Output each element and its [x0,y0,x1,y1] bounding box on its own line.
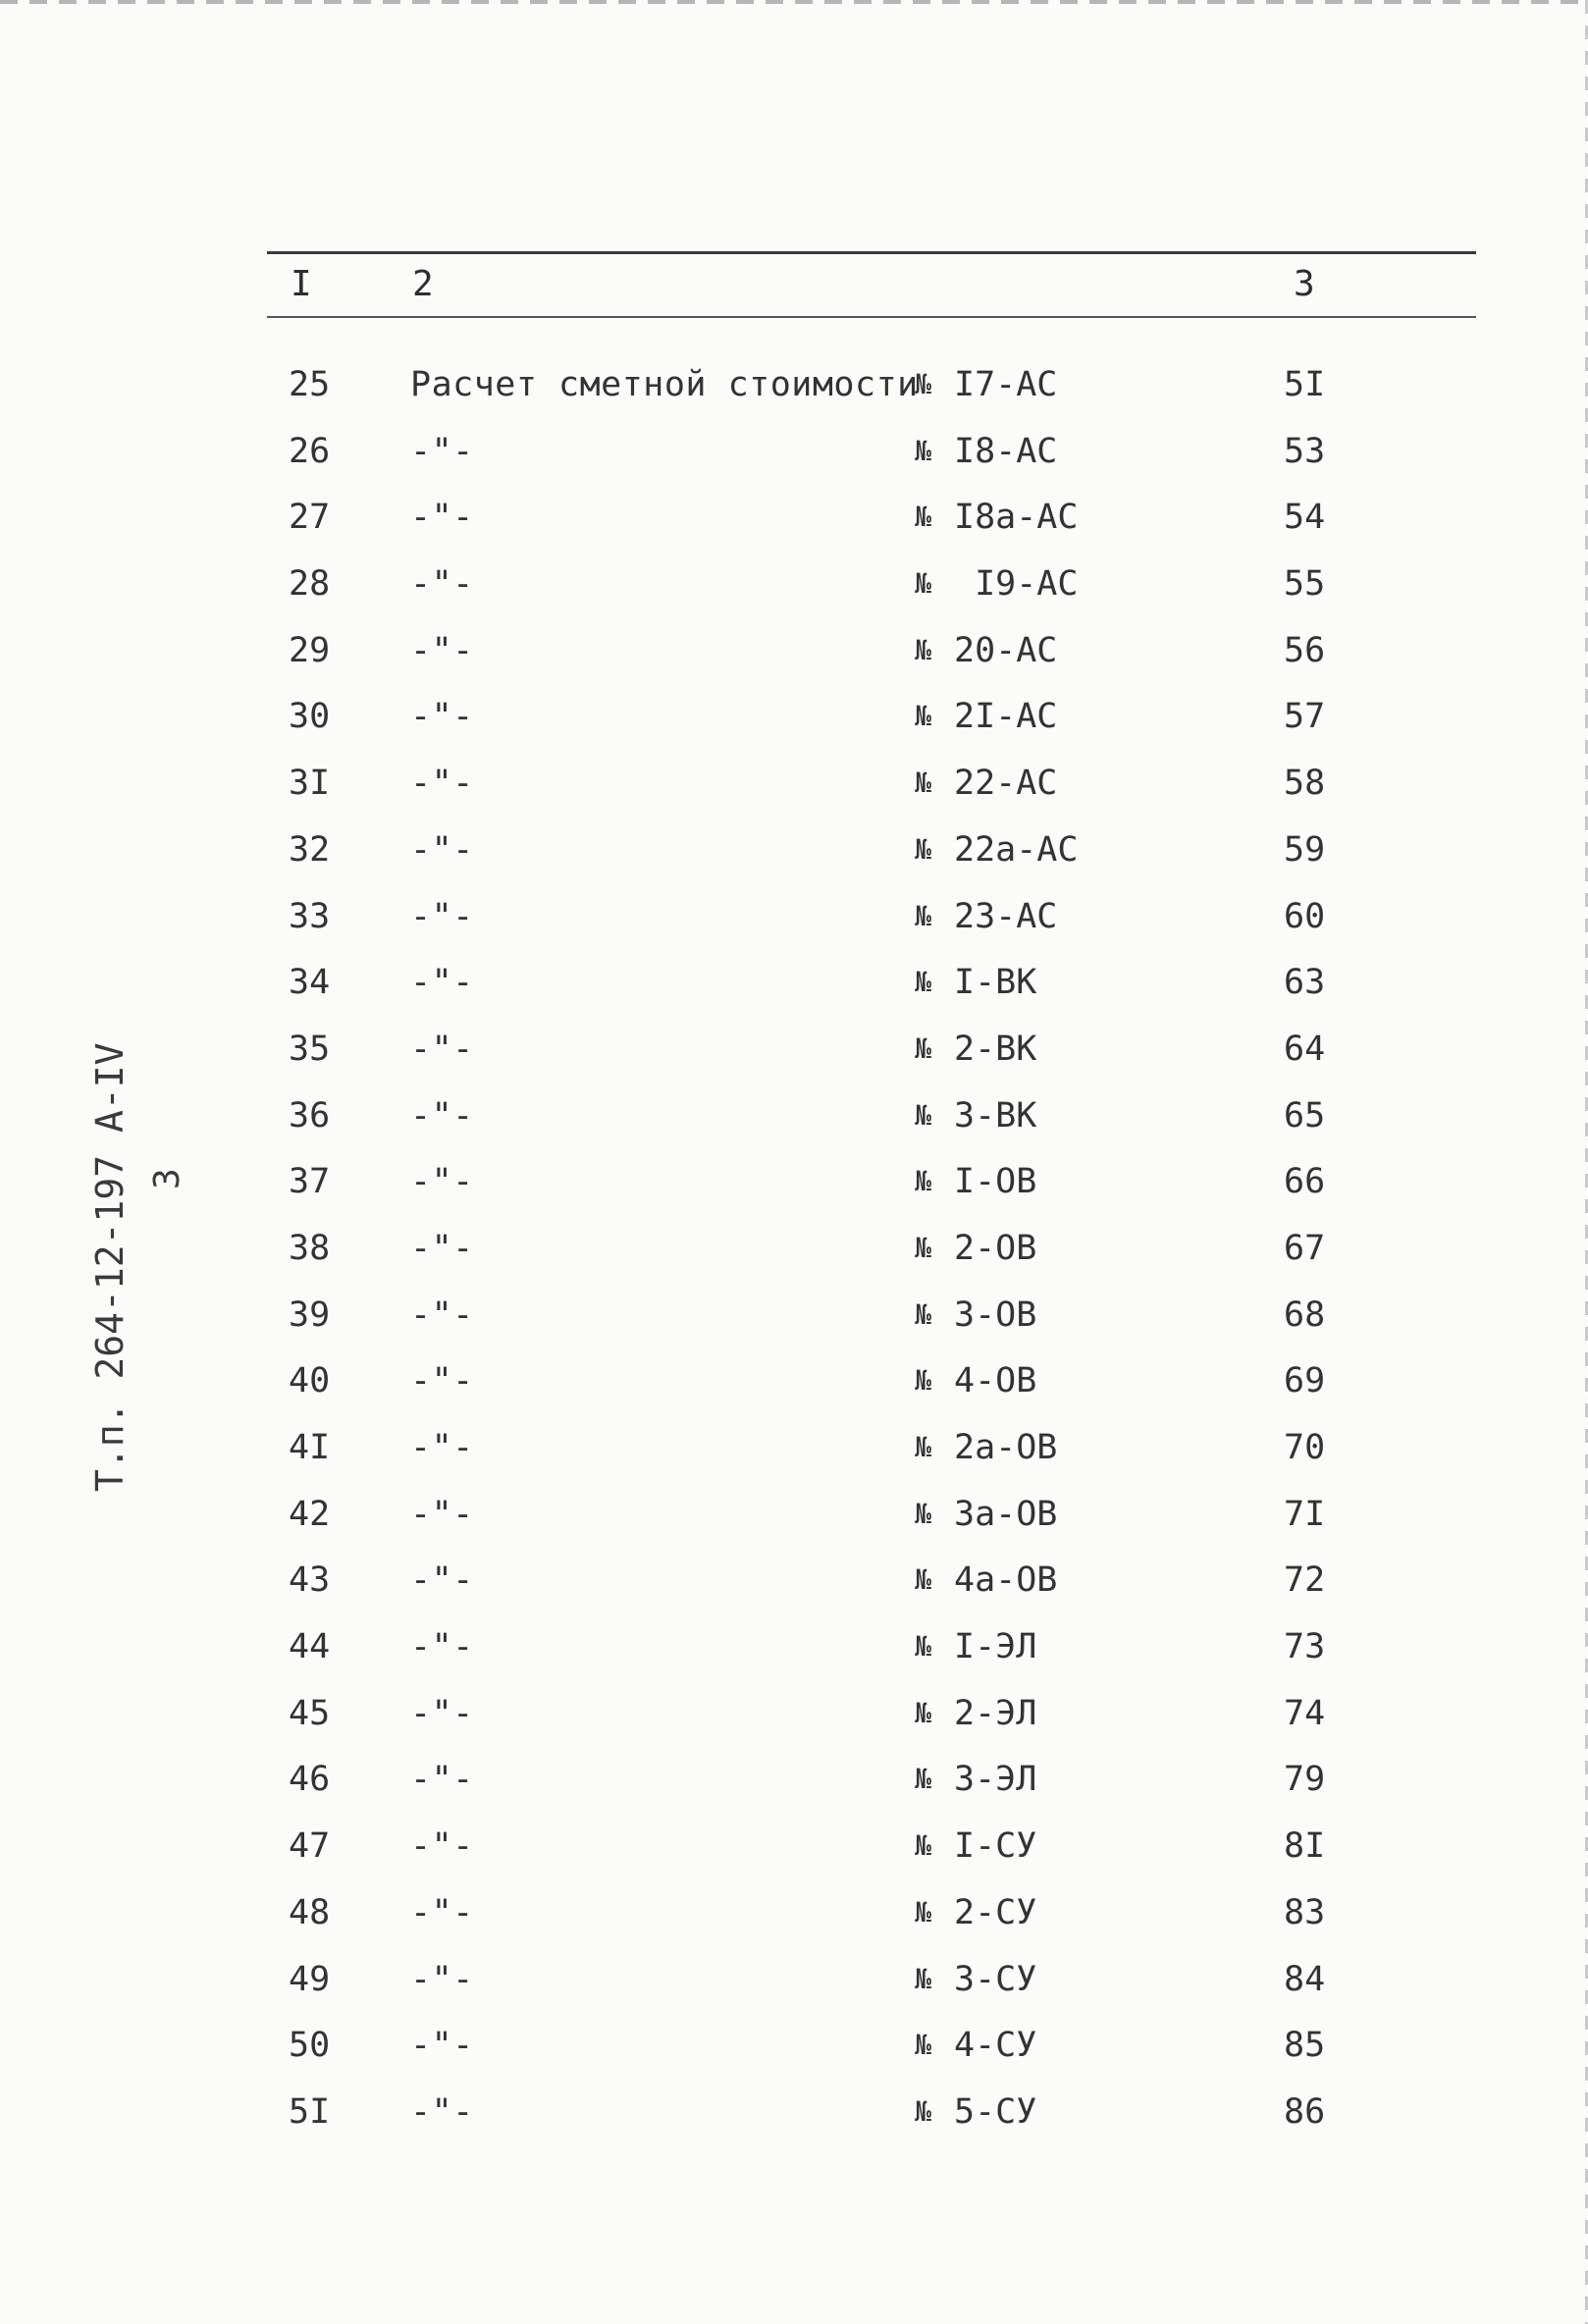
row-page: 84 [1284,1959,1326,1999]
row-number: 32 [289,829,331,870]
number-sign: № [915,1165,931,1198]
number-sign: № [915,766,931,800]
row-description: -"- [410,1095,474,1136]
number-sign: № [915,700,931,733]
table-row [0,1421,1588,1488]
row-description: -"- [410,1361,474,1401]
row-number: 26 [289,431,331,471]
table-row [0,2086,1588,2152]
row-description: -"- [410,1959,474,1999]
top-edge-marks [0,0,1588,4]
number-sign: № [915,1497,931,1530]
row-description: -"- [410,2091,474,2132]
number-sign: № [915,2094,931,2128]
row-number: 30 [289,697,331,737]
row-page: 70 [1284,1428,1326,1467]
row-page: 73 [1284,1627,1326,1667]
row-number: 40 [289,1361,331,1401]
row-number: 33 [289,896,331,936]
row-code: 2-ЭЛ [954,1693,1037,1733]
row-page: 69 [1284,1361,1326,1401]
row-code: 3-ВК [954,1095,1037,1136]
row-code: 4-ОВ [954,1361,1037,1401]
row-number: 39 [289,1294,331,1335]
row-description: -"- [410,896,474,936]
row-code: 5-СУ [954,2091,1037,2132]
row-page: 7I [1284,1494,1326,1534]
table-row [0,1753,1588,1820]
table-row [0,1554,1588,1620]
row-description: -"- [410,1228,474,1268]
row-page: 59 [1284,829,1326,870]
row-code: I-ОВ [954,1162,1037,1202]
number-sign: № [915,1630,931,1664]
column-header-1: I [291,264,312,304]
row-code: I-ВК [954,963,1037,1003]
row-description: Расчет сметной стоимости [410,365,919,404]
row-number: 48 [289,1892,331,1932]
row-page: 72 [1284,1560,1326,1601]
number-sign: № [915,1364,931,1398]
table-row [0,757,1588,823]
row-description: -"- [410,1294,474,1335]
number-sign: № [915,368,931,400]
number-sign: № [915,567,931,601]
row-number: 50 [289,2026,331,2066]
number-sign: № [915,832,931,866]
table-row [0,2019,1588,2086]
row-description: -"- [410,963,474,1003]
row-page: 57 [1284,697,1326,737]
table-row [0,1620,1588,1687]
table-row [0,1820,1588,1886]
table-row [0,358,1588,425]
row-page: 63 [1284,963,1326,1003]
row-number: 25 [289,365,331,404]
row-page: 60 [1284,896,1326,936]
row-number: 43 [289,1560,331,1601]
row-description: -"- [410,1892,474,1932]
number-sign: № [915,633,931,666]
row-description: -"- [410,431,474,471]
row-code: 2-СУ [954,1892,1037,1932]
table-row [0,425,1588,492]
table-row [0,1089,1588,1156]
row-page: 5I [1284,365,1326,404]
column-header-2: 2 [412,264,434,304]
row-page: 79 [1284,1760,1326,1800]
row-code: 2-ВК [954,1029,1037,1069]
row-code: 4а-ОВ [954,1560,1058,1601]
row-description: -"- [410,829,474,870]
table-row [0,1155,1588,1222]
row-code: 3-ЭЛ [954,1760,1037,1800]
number-sign: № [915,966,931,999]
table-row [0,1354,1588,1421]
number-sign: № [915,1431,931,1463]
row-description: -"- [410,1162,474,1202]
row-page: 85 [1284,2026,1326,2066]
row-description: -"- [410,1627,474,1667]
row-page: 74 [1284,1693,1326,1733]
table-row [0,690,1588,757]
row-code: I9-АС [954,564,1079,605]
row-number: 42 [289,1494,331,1534]
row-number: 34 [289,963,331,1003]
row-code: I-СУ [954,1826,1037,1867]
row-code: 22-АС [954,764,1058,804]
number-sign: № [915,1829,931,1863]
table-row [0,1023,1588,1089]
row-code: I-ЭЛ [954,1627,1037,1667]
row-code: 3-СУ [954,1959,1037,1999]
number-sign: № [915,1297,931,1331]
row-number: 46 [289,1760,331,1800]
row-number: 49 [289,1959,331,1999]
table-row [0,624,1588,691]
table-row [0,890,1588,957]
row-number: 5I [289,2091,331,2132]
row-page: 68 [1284,1294,1326,1335]
number-sign: № [915,1031,931,1065]
row-code: 23-АС [954,896,1058,936]
row-description: -"- [410,1826,474,1867]
number-sign: № [915,434,931,467]
row-page: 8I [1284,1826,1326,1867]
side-page-number: 3 [147,1168,187,1189]
table-row [0,1289,1588,1355]
number-sign: № [915,1231,931,1264]
row-number: 45 [289,1693,331,1733]
number-sign: № [915,1098,931,1132]
table-row [0,956,1588,1023]
row-description: -"- [410,498,474,538]
number-sign: № [915,1895,931,1928]
number-sign: № [915,1763,931,1796]
row-number: 29 [289,630,331,670]
row-description: -"- [410,1560,474,1601]
number-sign: № [915,501,931,534]
row-code: I8а-АС [954,498,1079,538]
row-description: -"- [410,630,474,670]
number-sign: № [915,1563,931,1597]
row-page: 58 [1284,764,1326,804]
row-code: 3-ОВ [954,1294,1037,1335]
row-number: 27 [289,498,331,538]
row-description: -"- [410,764,474,804]
row-page: 55 [1284,564,1326,605]
row-page: 56 [1284,630,1326,670]
row-number: 4I [289,1428,331,1467]
row-code: I8-АС [954,431,1058,471]
table-row [0,1886,1588,1953]
row-description: -"- [410,697,474,737]
row-page: 83 [1284,1892,1326,1932]
row-description: -"- [410,1029,474,1069]
row-description: -"- [410,564,474,605]
row-code: 20-АС [954,630,1058,670]
row-page: 64 [1284,1029,1326,1069]
row-description: -"- [410,1494,474,1534]
table-row [0,823,1588,890]
row-code: I7-АС [954,365,1058,404]
table-header-rule [267,316,1476,318]
row-description: -"- [410,1760,474,1800]
row-number: 38 [289,1228,331,1268]
row-number: 44 [289,1627,331,1667]
row-description: -"- [410,1428,474,1467]
row-number: 3I [289,764,331,804]
row-code: 4-СУ [954,2026,1037,2066]
row-code: 22а-АС [954,829,1079,870]
table-row [0,1953,1588,2020]
table-top-rule [267,251,1476,254]
table-row [0,491,1588,557]
table-row [0,1222,1588,1289]
number-sign: № [915,899,931,932]
row-number: 47 [289,1826,331,1867]
column-header-3: 3 [1294,264,1315,304]
table-body [0,358,1588,2152]
row-page: 67 [1284,1228,1326,1268]
row-code: 2-ОВ [954,1228,1037,1268]
row-number: 35 [289,1029,331,1069]
row-description: -"- [410,2026,474,2066]
number-sign: № [915,1696,931,1729]
number-sign: № [915,2029,931,2062]
table-row [0,1488,1588,1555]
row-page: 65 [1284,1095,1326,1136]
row-page: 53 [1284,431,1326,471]
table-row [0,1687,1588,1754]
row-code: 2а-ОВ [954,1428,1058,1467]
number-sign: № [915,1962,931,1995]
row-description: -"- [410,1693,474,1733]
row-page: 86 [1284,2091,1326,2132]
table-row [0,557,1588,624]
row-number: 36 [289,1095,331,1136]
side-document-code: Т.п. 264-12-197 А-IV [88,1042,132,1492]
row-code: 2I-АС [954,697,1058,737]
row-page: 54 [1284,498,1326,538]
row-number: 28 [289,564,331,605]
row-page: 66 [1284,1162,1326,1202]
row-code: 3а-ОВ [954,1494,1058,1534]
row-number: 37 [289,1162,331,1202]
